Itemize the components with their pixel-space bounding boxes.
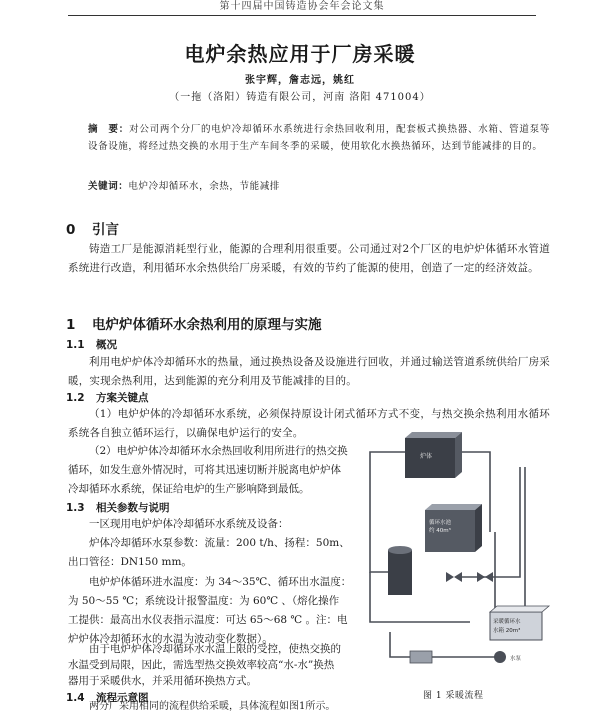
- valve-icon: [454, 572, 462, 582]
- subsection-1-4-line: 两分厂采用相同的流程供给采暖，具体流程如图1所示。: [89, 701, 336, 712]
- paper-title: 电炉余热应用于厂房采暖: [184, 42, 416, 66]
- paper-affiliation: （一拖（洛阳）铸造有限公司，河南 洛阳 471004）: [169, 92, 431, 103]
- subsection-1-2-number: 1.2: [66, 392, 85, 404]
- subsection-1-3-line-2: 炉体冷却循环水泵参数：流量：200 t/h、扬程：50m、: [89, 537, 350, 549]
- running-title: 第十四届中国铸造协会年会论文集: [219, 1, 385, 12]
- pump-label: 水泵: [510, 656, 522, 662]
- subsection-1-3-number: 1.3: [66, 502, 85, 514]
- pump-icon: [494, 651, 506, 663]
- pool-box-label-2: 约 40m³: [429, 528, 451, 534]
- subsection-1-2-p2-line-1: （2）电炉炉体冷却循环水余热回收利用所进行的热交换: [89, 445, 348, 457]
- keywords-text: 电炉冷却循环水，余热，节能减排: [128, 181, 280, 192]
- section-0-number: 0: [66, 222, 76, 238]
- subsection-1-3-line-10: 器用于采暖供水，并采用循环换热方式。: [68, 675, 257, 687]
- pool-box-side: [475, 504, 482, 552]
- pool-box-top: [425, 504, 482, 510]
- subsection-1-2-p2-line-2: 循环，如发生意外情况时，可将其迅速切断并脱离电炉炉体: [68, 464, 341, 476]
- subsection-1-3-title: 相关参数与说明: [96, 502, 170, 514]
- section-1-number: 1: [66, 317, 76, 333]
- subsection-1-1-number: 1.1: [66, 339, 85, 351]
- furnace-box-side: [455, 432, 462, 478]
- tank-cylinder: [388, 550, 412, 595]
- abstract: [88, 121, 550, 155]
- subsection-1-3-line-1: 一区现用电炉炉体冷却循环水系统及设备：: [89, 518, 289, 530]
- subsection-1-3-line-6: 工提供：最高出水仪表指示温度：可达 65～68 ℃ 。注：电: [68, 614, 348, 626]
- subsection-1-3-line-7: 炉炉体冷却循环水的水温为波动变化数据）。: [68, 633, 273, 645]
- subsection-1-4-title: 流程示意图: [96, 692, 149, 704]
- section-1-heading: [66, 313, 322, 333]
- subsection-1-1-text: 利用电炉炉体冷却循环水的热量，通过换热设备及设施进行回收，并通过输送管道系统供给厂房采暖，实现余热利用，达到能源的充分利用及节能减排的目的。: [68, 356, 550, 387]
- subsection-1-1-heading: [66, 337, 117, 352]
- pool-box-label-1: 循环水池: [429, 520, 452, 526]
- heating-tank-box: [490, 612, 542, 640]
- heating-tank-label-1: 采暖循环水: [493, 619, 521, 625]
- valve-icon: [485, 572, 493, 582]
- keywords-label: 关键词：: [88, 181, 129, 192]
- figure-caption: 图 1 采暖流程: [423, 691, 484, 701]
- heating-tank-top: [490, 606, 549, 612]
- section-0-title: 引言: [92, 222, 119, 238]
- subsection-1-1-title: 概况: [96, 339, 117, 351]
- subsection-1-3-line-3: 出口管径：DN150 mm。: [68, 556, 192, 568]
- section-0-text: 铸造工厂是能源消耗型行业，能源的合理利用很重要。公司通过对2个厂区的电炉炉体循环水管道系统进行改造，利用循环水余热供给厂房采暖，有效的节约了能源的使用，创造了一定的经济效益。: [68, 243, 550, 274]
- abstract-label: 摘 要：: [88, 124, 130, 135]
- subsection-1-3-line-8: 由于电炉炉体冷却循环水水温上限的受控，使热交换的: [89, 643, 341, 655]
- running-header: [68, 0, 536, 16]
- subsection-1-2-p1: （1）电炉炉体的冷却循环水系统，必须保持原设计闭式循环方式不变，与热交换余热利用水循环系统各自独立循环运行，以确保电炉运行的安全。: [68, 408, 550, 439]
- tank-cylinder-top: [388, 546, 412, 554]
- section-1-title: 电炉炉体循环水余热利用的原理与实施: [92, 317, 322, 333]
- heating-flow-figure: [350, 432, 555, 682]
- heating-flow-diagram: [350, 432, 555, 682]
- filter-box: [410, 651, 432, 663]
- subsection-1-2-heading: [66, 390, 149, 405]
- valve-icon: [446, 572, 454, 582]
- valve-icon: [477, 572, 485, 582]
- subsection-1-3-line-9: 水温受到局限，因此，需选型热交换效率较高“水-水”换热: [68, 659, 335, 671]
- subsection-1-2-p2-line-3: 冷却循环水系统，保证给电炉的生产影响降到最低。: [68, 483, 310, 495]
- furnace-box-label: 炉体: [420, 453, 433, 460]
- subsection-1-3-line-5: 为 50～55 ℃；系统设计报警温度：为 60℃ 、（熔化操作: [68, 595, 340, 607]
- heating-tank-label-2: 水箱 20m³: [493, 628, 521, 634]
- subsection-1-3-line-4: 电炉炉体循环进水温度：为 34～35℃、循环出水温度：: [89, 576, 352, 588]
- subsection-1-3-heading: [66, 500, 170, 515]
- abstract-text: 对公司两个分厂的电炉冷却循环水系统进行余热回收利用，配套板式换热器、水箱、管道泵等设备设施，将经过热交换的水用于生产车间冬季的采暖，使用软化水换热循环，达到节能减排的目的。: [88, 124, 550, 152]
- section-0-heading: [66, 218, 119, 238]
- furnace-box-top: [405, 432, 462, 438]
- paper-authors: 张宇辉，詹志远，姚红: [245, 75, 355, 86]
- subsection-1-2-title: 方案关键点: [96, 392, 149, 404]
- subsection-1-4-number: 1.4: [66, 692, 85, 704]
- keywords: [88, 178, 550, 192]
